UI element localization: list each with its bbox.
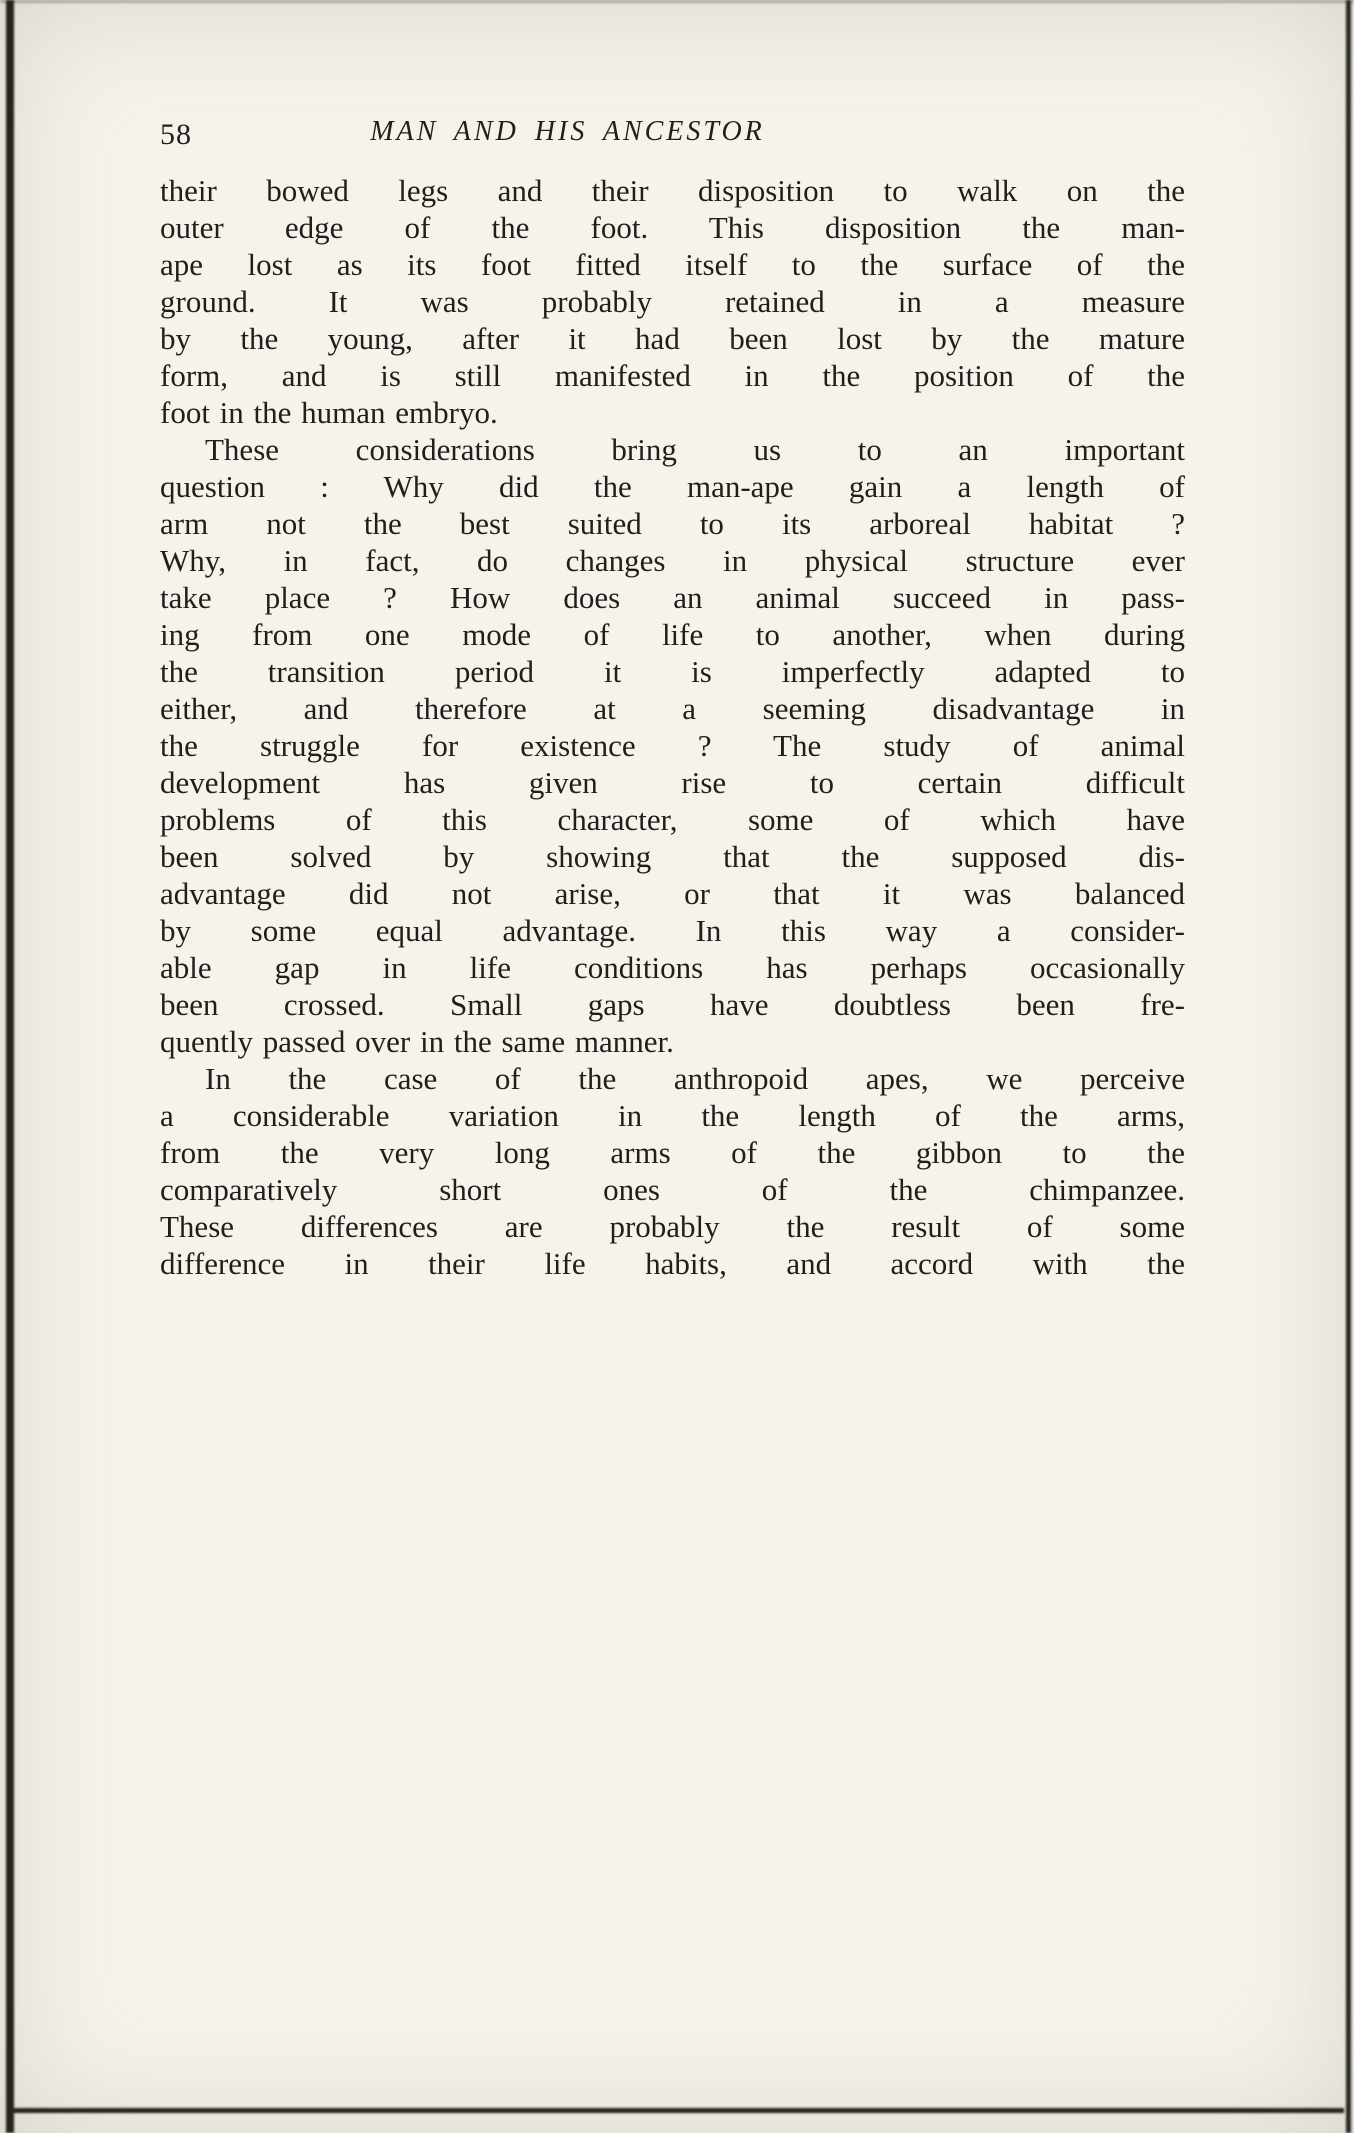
page-number: 58 — [160, 118, 192, 151]
paragraph — [160, 431, 1185, 1060]
page-body — [160, 172, 1185, 1282]
text-line: In the case of the anthropoid apes, we perceive — [205, 1061, 1185, 1096]
running-header — [160, 116, 1185, 156]
text-line: ground. It was probably retained in a measure — [160, 284, 1185, 319]
text-line: outer edge of the foot. This disposition the man- — [160, 210, 1185, 245]
text-line: These considerations bring us to an important — [205, 432, 1185, 467]
running-head-title: MAN AND HIS ANCESTOR — [370, 116, 765, 147]
text-line: ape lost as its foot fitted itself to the surface of the — [160, 247, 1185, 282]
scan-edge-top — [0, 0, 1354, 3]
text-line: by the young, after it had been lost by the mature — [160, 321, 1185, 356]
text-line: arm not the best suited to its arboreal habitat ? — [160, 506, 1185, 541]
text-line: take place ? How does an animal succeed in pass- — [160, 580, 1185, 615]
text-line: from the very long arms of the gibbon to the — [160, 1135, 1185, 1170]
text-line: quently passed over in the same manner. — [160, 1024, 674, 1059]
scan-edge-right — [1346, 0, 1351, 2133]
text-line: been crossed. Small gaps have doubtless been fre- — [160, 987, 1185, 1022]
text-line: development has given rise to certain difficult — [160, 765, 1185, 800]
text-line: by some equal advantage. In this way a consider- — [160, 913, 1185, 948]
text-line: form, and is still manifested in the position of the — [160, 358, 1185, 393]
paragraph — [160, 172, 1185, 431]
text-line: advantage did not arise, or that it was balanced — [160, 876, 1185, 911]
scan-edge-left — [6, 0, 14, 2133]
text-line: comparatively short ones of the chimpanzee. — [160, 1172, 1185, 1207]
text-line: their bowed legs and their disposition to walk on the — [160, 173, 1185, 208]
text-line: the struggle for existence ? The study of animal — [160, 728, 1185, 763]
text-line: problems of this character, some of which have — [160, 802, 1185, 837]
running-head-wrap — [55, 116, 1080, 148]
text-line: foot in the human embryo. — [160, 395, 498, 430]
text-line: able gap in life conditions has perhaps occasionally — [160, 950, 1185, 985]
text-line: ing from one mode of life to another, when during — [160, 617, 1185, 652]
text-line: Why, in fact, do changes in physical structure ever — [160, 543, 1185, 578]
text-line: been solved by showing that the supposed dis- — [160, 839, 1185, 874]
paragraph — [160, 1060, 1185, 1282]
text-line: a considerable variation in the length of the arms, — [160, 1098, 1185, 1133]
text-line: either, and therefore at a seeming disadvantage in — [160, 691, 1185, 726]
scan-edge-bottom — [12, 2108, 1344, 2113]
text-line: difference in their life habits, and accord with the — [160, 1246, 1185, 1281]
text-line: the transition period it is imperfectly adapted to — [160, 654, 1185, 689]
text-line: These differences are probably the result of some — [160, 1209, 1185, 1244]
text-line: question : Why did the man-ape gain a length of — [160, 469, 1185, 504]
